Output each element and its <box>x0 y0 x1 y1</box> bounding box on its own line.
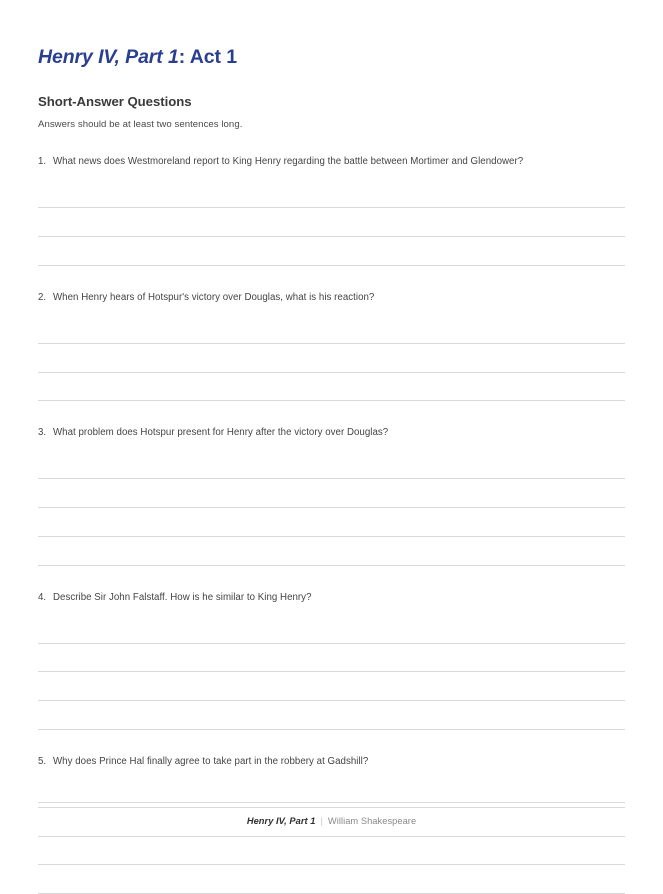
answer-line[interactable] <box>38 450 625 479</box>
question-text: What news does Westmoreland report to King Henry regarding the battle between Mortimer and Glendower? <box>53 156 524 168</box>
question-text: Why does Prince Hal finally agree to take part in the robbery at Gadshill? <box>53 755 369 767</box>
question-block <box>38 401 625 565</box>
answer-line[interactable] <box>38 672 625 701</box>
question-block <box>38 566 625 730</box>
page-footer <box>38 802 625 826</box>
question-block <box>38 130 625 265</box>
answer-line[interactable] <box>38 837 625 866</box>
answer-line[interactable] <box>38 179 625 208</box>
answer-line[interactable] <box>38 208 625 237</box>
answer-lines[interactable] <box>38 168 625 265</box>
answer-line[interactable] <box>38 479 625 508</box>
question-row <box>38 426 625 439</box>
question-number: 4. <box>38 591 47 603</box>
footer-text <box>38 803 625 826</box>
answer-lines[interactable] <box>38 439 625 565</box>
question-number: 2. <box>38 291 47 303</box>
footer-separator: | <box>320 816 323 826</box>
question-text: Describe Sir John Falstaff. How is he similar to King Henry? <box>53 591 312 603</box>
answer-lines[interactable] <box>38 304 625 401</box>
question-number: 5. <box>38 755 47 767</box>
answer-line[interactable] <box>38 865 625 894</box>
question-number: 1. <box>38 156 47 168</box>
question-row <box>38 591 625 604</box>
question-row <box>38 291 625 304</box>
answer-line[interactable] <box>38 237 625 266</box>
section-heading: Short-Answer Questions <box>38 94 192 110</box>
answer-line[interactable] <box>38 644 625 673</box>
question-text: What problem does Hotspur present for Henry after the victory over Douglas? <box>53 427 389 439</box>
instructions-text: Answers should be at least two sentences long. <box>38 119 243 131</box>
answer-line[interactable] <box>38 537 625 566</box>
questions-list <box>38 130 625 894</box>
answer-line[interactable] <box>38 508 625 537</box>
page-title-act: : Act 1 <box>178 46 237 68</box>
answer-lines[interactable] <box>38 604 625 730</box>
answer-line[interactable] <box>38 373 625 402</box>
footer-work-title: Henry IV, Part 1 <box>246 816 316 826</box>
question-block <box>38 266 625 401</box>
answer-line[interactable] <box>38 315 625 344</box>
answer-lines[interactable] <box>38 768 625 894</box>
footer-author: William Shakespeare <box>327 816 417 826</box>
answer-line[interactable] <box>38 701 625 730</box>
page-title <box>38 0 625 69</box>
page-title-work: Henry IV, Part 1 <box>38 46 179 68</box>
question-text: When Henry hears of Hotspur's victory over Douglas, what is his reaction? <box>53 291 375 303</box>
question-row <box>38 755 625 768</box>
answer-line[interactable] <box>38 615 625 644</box>
question-number: 3. <box>38 427 47 439</box>
answer-line[interactable] <box>38 344 625 373</box>
question-row <box>38 155 625 168</box>
